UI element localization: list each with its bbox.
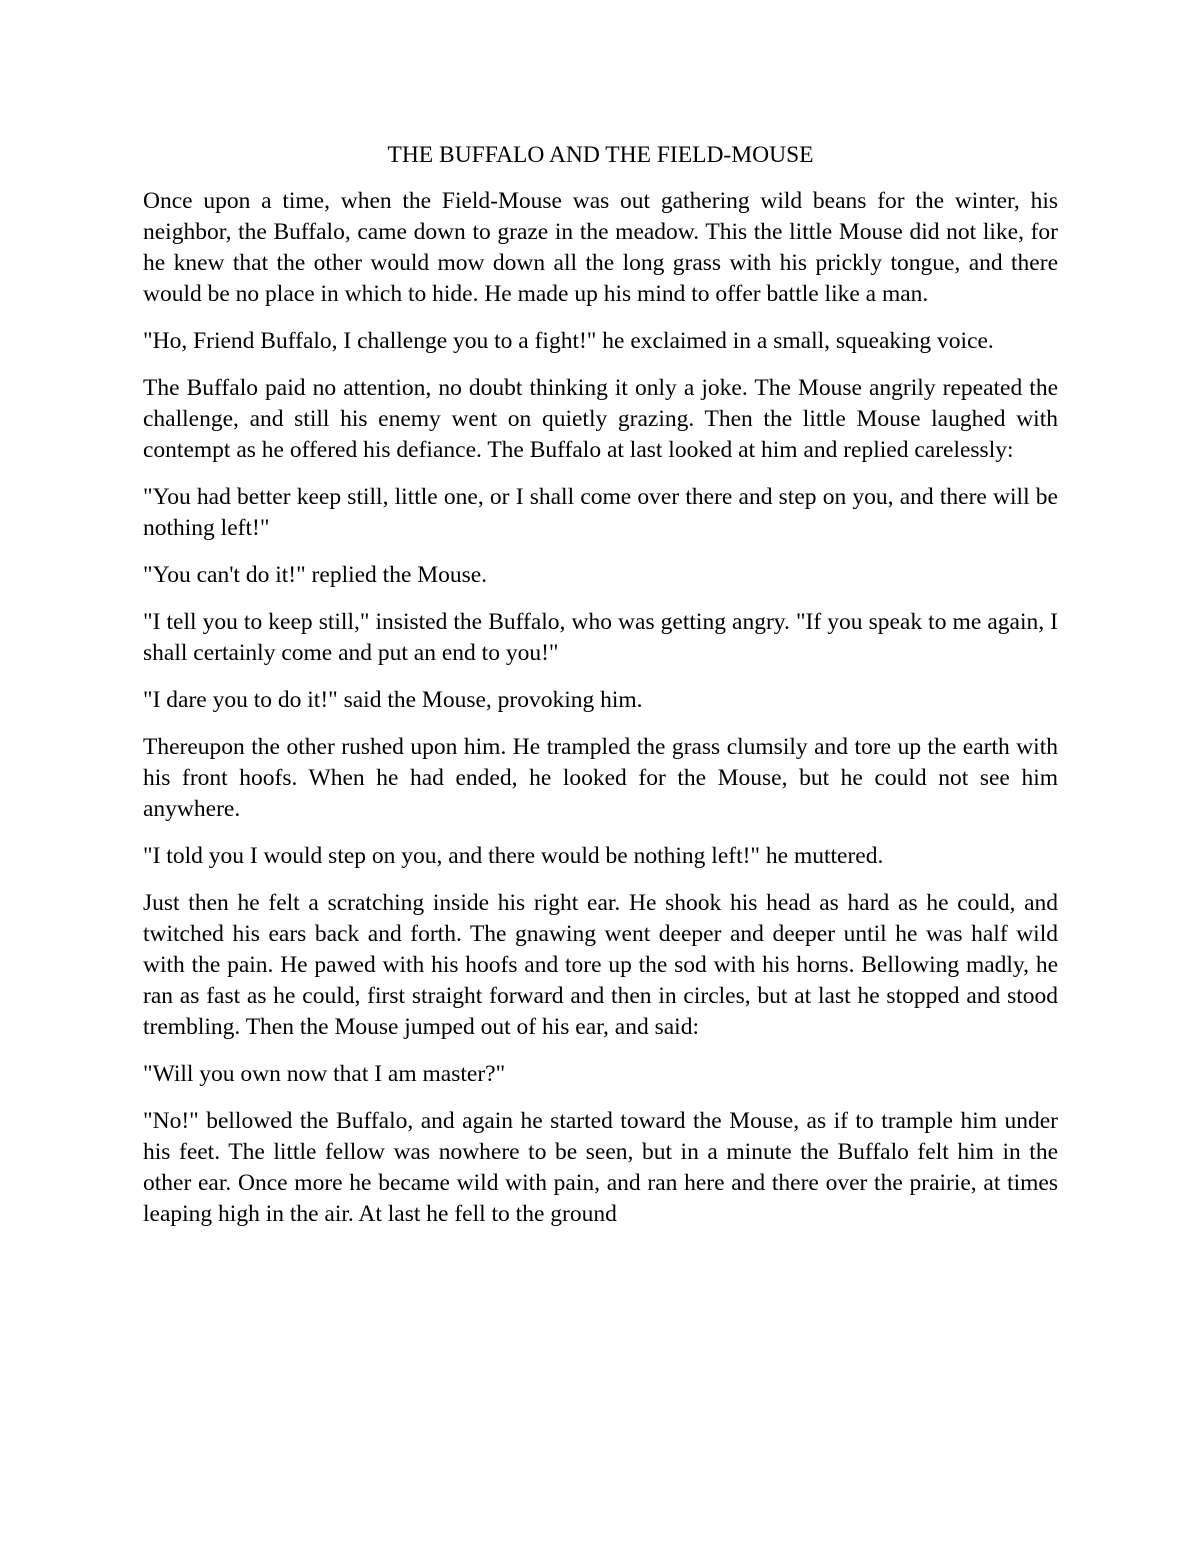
document-page (143, 140, 1058, 1246)
paragraph-2: "Ho, Friend Buffalo, I challenge you to a fight!" he exclaimed in a small, squeaking voice. (143, 328, 994, 354)
paragraph-9: "I told you I would step on you, and there would be nothing left!" he muttered. (143, 843, 884, 869)
paragraph-10: Just then he felt a scratching inside his right ear. He shook his head as hard as he could, and twitched his ears back and forth. The gnawing went deeper and deeper until he was half wild with the pain. He pawed with his hoofs and tore up the sod with his horns. Bellowing madly, he ran as fast as he could, first straight forward and then in circles, but at last he stopped and stood trembling. Then the Mouse jumped out of his ear, and said: (143, 890, 1058, 1040)
document-title: THE BUFFALO AND THE FIELD-MOUSE (387, 142, 814, 168)
paragraph-8: Thereupon the other rushed upon him. He trampled the grass clumsily and tore up the earth with his front hoofs. When he had ended, he looked for the Mouse, but he could not see him anywhere. (143, 734, 1058, 822)
paragraph-12: "No!" bellowed the Buffalo, and again he started toward the Mouse, as if to trample him under his feet. The little fellow was nowhere to be seen, but in a minute the Buffalo felt him in the other ear. Once more he became wild with pain, and ran here and there over the prairie, at times leaping high in the air. At last he fell to the ground (143, 1108, 1058, 1227)
paragraph-11: "Will you own now that I am master?" (143, 1061, 506, 1087)
paragraph-6: "I tell you to keep still," insisted the Buffalo, who was getting angry. "If you speak to me again, I shall certainly come and put an end to you!" (143, 609, 1058, 666)
paragraph-7: "I dare you to do it!" said the Mouse, provoking him. (143, 687, 643, 713)
paragraph-5: "You can't do it!" replied the Mouse. (143, 562, 488, 588)
paragraph-1: Once upon a time, when the Field-Mouse was out gathering wild beans for the winter, his neighbor, the Buffalo, came down to graze in the meadow. This the little Mouse did not like, for he knew that the other would mow down all the long grass with his prickly tongue, and there would be no place in which to hide. He made up his mind to offer battle like a man. (143, 188, 1058, 307)
paragraph-3: The Buffalo paid no attention, no doubt thinking it only a joke. The Mouse angrily repeated the challenge, and still his enemy went on quietly grazing. Then the little Mouse laughed with contempt as he offered his defiance. The Buffalo at last looked at him and replied carelessly: (143, 375, 1058, 463)
paragraph-4: "You had better keep still, little one, or I shall come over there and step on you, and there will be nothing left!" (143, 484, 1058, 541)
